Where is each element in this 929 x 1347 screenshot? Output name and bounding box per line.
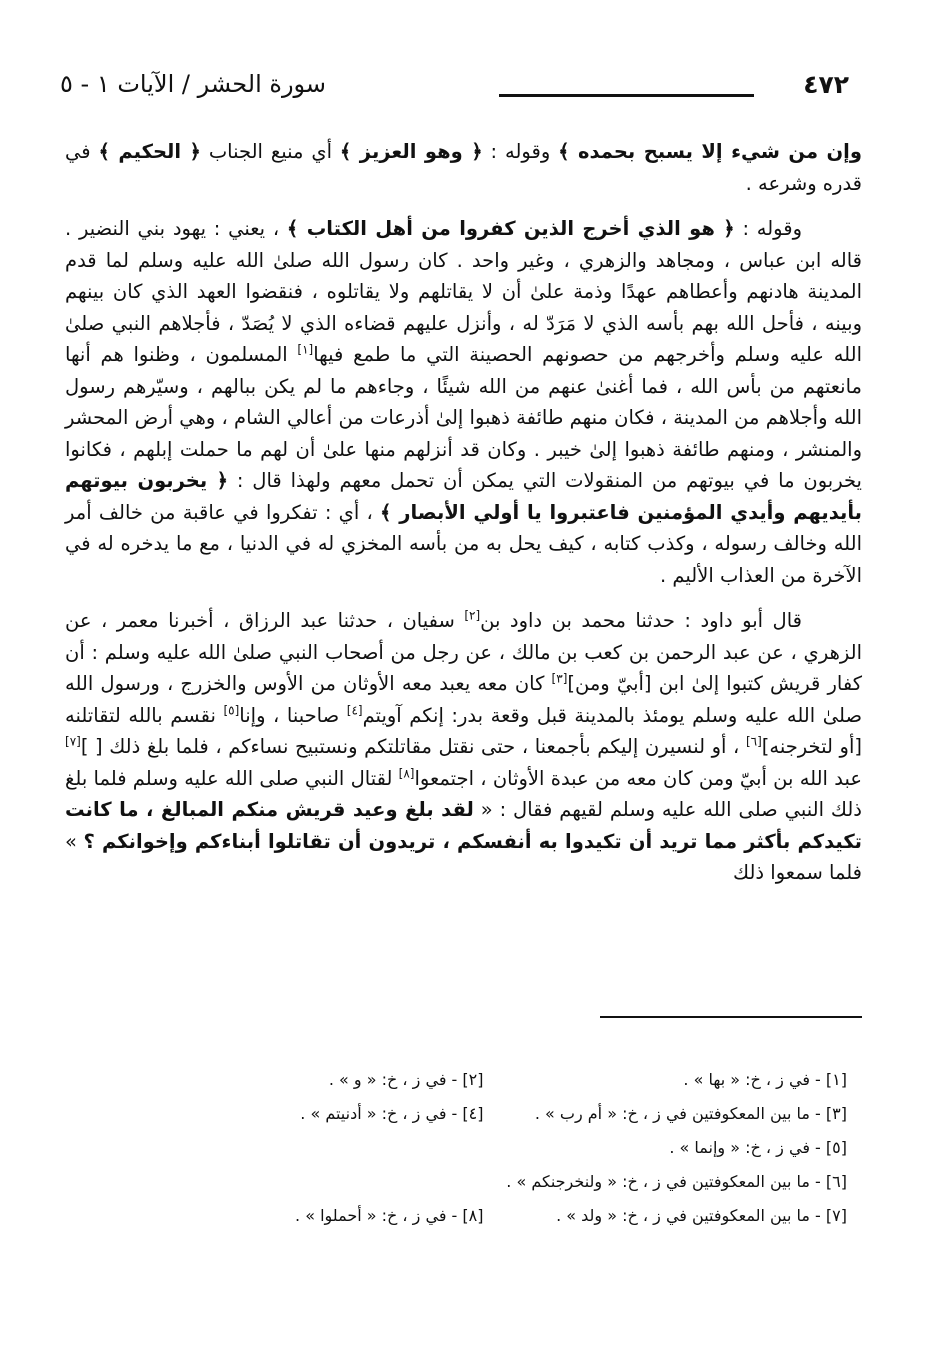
text-segment: لقتال النبي صلى الله عليه وسلم فلما بلغ ذلك النبي صلى الله عليه وسلم لقيهم فقال : « xyxy=(65,766,862,821)
quran-quote: ﴿ الحكيم ﴾ xyxy=(98,140,201,163)
text-segment: أي منيع الجناب xyxy=(200,140,340,163)
text-segment: سفيان ، حدثنا عبد الرزاق ، أخبرنا معمر ، عن الزهري ، عن عبد الرحمن بن كعب بن مالك ، عن رجل من أصحاب النبي صلىٰ الله عليه وسلم : أن كفار قريش كتبوا إلىٰ ابن [أبيّ ومن] xyxy=(65,609,863,695)
footnote: [٧] - ما بين المعكوفتين في ز ، خ: « ولد » . xyxy=(556,1206,847,1225)
footnote-reference: [٥] xyxy=(223,703,240,717)
footnote: [٢] - في ز ، خ: « و » . xyxy=(328,1070,484,1089)
paragraph xyxy=(65,136,862,199)
footnote-reference: [٢] xyxy=(464,608,481,623)
footnote: [١] - في ز ، خ: « بها » . xyxy=(683,1070,847,1089)
footnote: [٤] - في ز ، خ: « أدنيتم » . xyxy=(300,1104,484,1123)
paragraph xyxy=(65,213,862,591)
quran-quote: ﴿ هو الذي أخرج الذين كفروا من أهل الكتاب ﴾ xyxy=(286,217,735,240)
footnote: [٥] - في ز ، خ: « وإنما » . xyxy=(669,1138,847,1157)
text-segment: قال أبو داود : حدثنا محمد بن داود بن xyxy=(480,609,802,632)
footnote-reference: [٣] xyxy=(551,671,568,686)
main-text xyxy=(65,136,862,903)
text-segment: نقسم بالله لتقاتلنه [أو لتخرجنه] xyxy=(65,703,862,758)
text-segment: وقوله : xyxy=(734,217,802,240)
text-segment: » فلما سمعوا ذلك xyxy=(65,829,862,884)
text-segment: وقوله : xyxy=(482,140,559,163)
text-segment: المسلمون ، وظنوا هم أنها مانعتهم من بأس الله ، فما أغنىٰ عنهم من الله شيئًا ، وجاءهم ما لم يكن ببالهم ، وسيّرهم رسول الله وأجلاهم من المدينة ، فكان منهم طائفة ذهبوا إلىٰ أذرعات من أعالي الشام ، وهي أرض المحشر والمنشر ، ومنهم طائفة ذهبوا إلىٰ خيبر . وكان قد أنزلهم منها علىٰ أن لهم ما حملت إبلهم ، فكانوا يخربون ما في بيوتهم من المنقولات التي يمكن أن تحمل معهم ولهذا قال : xyxy=(65,343,862,492)
text-segment: ، يعني : يهود بني النضير . قاله ابن عباس ، ومجاهد والزهري ، وغير واحد . كان رسول الله صلىٰ الله عليه وسلم لما قدم المدينة هادنهم وأعطاهم عهدًا وذمة علىٰ أن لا يقاتلهم ولا يقاتلوه ، فنقضوا العهد الذي كان بينهم وبينه ، فأحل الله بهم بأسه الذي لا مَرَدّ له ، وأنزل عليهم قضاءه الذي لا يُصَدّ ، فأجلاهم النبي صلىٰ الله عليه وسلم وأخرجهم من حصونهم الحصينة التي ما طمع فيها xyxy=(65,217,862,366)
footnote-reference: [١] xyxy=(297,342,314,357)
surah-title: سورة الحشر / الآيات ١ - ٥ xyxy=(60,70,327,98)
footnotes xyxy=(120,1063,847,1233)
paragraph xyxy=(65,605,862,889)
quran-quote: ﴿ يخربون بيوتهم بأيديهم وأيدي المؤمنين فاعتبروا يا أولي الأبصار ﴾ xyxy=(65,469,862,524)
footnote-reference: [٨] xyxy=(398,766,415,780)
text-segment: في قدره وشرعه . xyxy=(65,140,862,195)
footnote-rule xyxy=(600,1016,862,1018)
quran-quote: لقد بلغ وعيد قريش منكم المبالغ ، ما كانت تكيدكم بأكثر مما تريد أن تكيدوا به أنفسكم ، تريدون أن تقاتلوا أبناءكم وإخوانكم ؟ xyxy=(65,798,862,853)
quran-quote: وإن من شيء إلا يسبح بحمده ﴾ xyxy=(558,140,862,163)
text-segment: ، أو لنسيرن إليكم بأجمعنا ، حتى نقتل مقاتلتكم ونستبيح نساءكم ، فلما بلغ ذلك [ ] xyxy=(80,735,746,758)
footnote-row xyxy=(120,1165,847,1199)
footnote: [٦] - ما بين المعكوفتين في ز ، خ: « ولنخرجنكم » . xyxy=(506,1172,847,1191)
footnote: [٣] - ما بين المعكوفتين في ز ، خ: « أم رب » . xyxy=(534,1104,847,1123)
footnote-reference: [٦] xyxy=(745,734,762,749)
quran-quote: ﴿ وهو العزيز ﴾ xyxy=(339,140,483,163)
text-segment: صاحبنا ، وإنا xyxy=(239,703,347,727)
text-segment: كان معه يعبد معه الأوثان من الأوس والخزرج ، ورسول الله صلىٰ الله عليه وسلم يومئذ بالمدينة قبل وقعة بدر: إنكم آويتم xyxy=(65,672,862,727)
footnote-reference: [٧] xyxy=(65,734,81,749)
page-number: ٤٧٢ xyxy=(803,70,849,99)
footnote-row xyxy=(120,1131,847,1165)
footnote: [٨] - في ز ، خ: « أحملوا » . xyxy=(295,1206,484,1225)
footnote-row xyxy=(120,1097,847,1131)
footnote-row xyxy=(120,1199,847,1233)
text-segment: ، أي : تفكروا في عاقبة من خالف أمر الله وخالف رسوله ، وكذب كتابه ، كيف يحل به من بأسه المخزي له في الدنيا ، مع ما يدخره له في الآخرة من العذاب الأليم . xyxy=(65,500,862,587)
text-segment: عبد الله بن أبيّ ومن كان معه من عبدة الأوثان ، اجتمعوا xyxy=(414,766,862,790)
page-header xyxy=(60,70,849,110)
footnote-reference: [٤] xyxy=(346,703,363,717)
header-rule xyxy=(499,94,754,97)
footnote-row xyxy=(120,1063,847,1097)
